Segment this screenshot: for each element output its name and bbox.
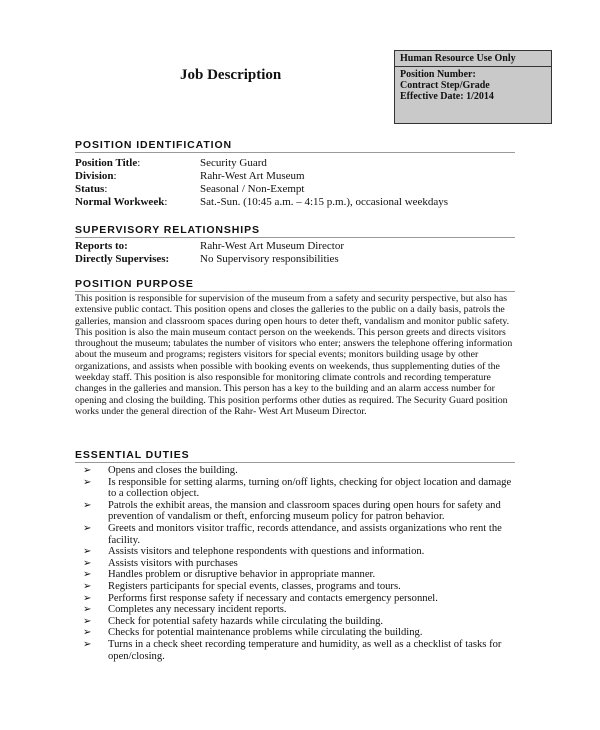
hr-effective-date: Effective Date: 1/2014 (400, 91, 494, 102)
arrow-bullet-icon: ➢ (83, 604, 92, 616)
list-item (75, 616, 520, 628)
field-row (75, 253, 515, 266)
list-item (75, 500, 520, 523)
field-label: Normal Workweek (75, 196, 165, 208)
duty-text: Check for potential safety hazards while circulating the building. (108, 615, 384, 627)
page-title: Job Description (180, 67, 282, 83)
duty-text: Is responsible for setting alarms, turning on/off lights, checking for object location and damage to a collection object. (108, 476, 512, 500)
field-label: Directly Supervises: (75, 253, 170, 265)
duty-text: Opens and closes the building. (108, 465, 238, 476)
field-label: Reports to: (75, 240, 128, 252)
arrow-bullet-icon: ➢ (83, 522, 92, 534)
arrow-bullet-icon: ➢ (83, 546, 92, 558)
duty-text: Performs first response safety if necessary and contacts emergency personnel. (108, 592, 438, 604)
duty-text: Assists visitors with purchases (108, 557, 238, 569)
field-value: Sat.-Sun. (10:45 a.m. – 4:15 p.m.), occasional weekdays (200, 196, 449, 208)
field-row (75, 196, 515, 209)
field-row (75, 157, 515, 170)
field-value: Rahr-West Art Museum (200, 170, 305, 182)
section-heading: POSITION IDENTIFICATION (75, 138, 515, 153)
list-item (75, 569, 520, 581)
field-colon: : (104, 183, 108, 195)
hr-position-number: Position Number: (400, 69, 476, 80)
supervisory-relationships-section (75, 223, 515, 266)
arrow-bullet-icon: ➢ (83, 465, 92, 476)
arrow-bullet-icon: ➢ (83, 615, 92, 627)
arrow-bullet-icon: ➢ (83, 557, 92, 569)
field-value: Security Guard (200, 157, 267, 169)
duties-list (75, 465, 520, 662)
field-value: Seasonal / Non-Exempt (200, 183, 305, 195)
duty-text: Turns in a check sheet recording temperature and humidity, as well as a checklist of tasks for open/closing. (108, 638, 502, 662)
field-label: Division (75, 170, 114, 182)
field-label: Status (75, 183, 105, 195)
field-colon: : (164, 196, 168, 208)
list-item (75, 546, 520, 558)
duty-text: Completes any necessary incident reports. (108, 604, 287, 616)
section-heading: POSITION PURPOSE (75, 277, 515, 292)
arrow-bullet-icon: ➢ (83, 627, 92, 639)
duty-text: Assists visitors and telephone respondents with questions and information. (108, 546, 425, 558)
list-item (75, 465, 520, 477)
list-item (75, 477, 520, 500)
hr-contract-step: Contract Step/Grade (400, 80, 490, 91)
list-item (75, 593, 520, 605)
duty-text: Handles problem or disruptive behavior in appropriate manner. (108, 569, 376, 581)
hr-box-header: Human Resource Use Only (395, 51, 551, 67)
duty-text: Registers participants for special events, classes, programs and tours. (108, 580, 401, 592)
field-row (75, 170, 515, 183)
list-item (75, 604, 520, 616)
field-row (75, 240, 515, 253)
arrow-bullet-icon: ➢ (83, 592, 92, 604)
duty-text: Checks for potential maintenance problems while circulating the building. (108, 627, 423, 639)
field-label: Position Title (75, 157, 138, 169)
field-colon: : (137, 157, 141, 169)
arrow-bullet-icon: ➢ (83, 569, 92, 581)
field-value: No Supervisory responsibilities (200, 253, 339, 265)
list-item (75, 627, 520, 639)
hr-use-only-box (394, 50, 552, 124)
arrow-bullet-icon: ➢ (83, 476, 92, 488)
field-colon: : (113, 170, 117, 182)
list-item (75, 639, 520, 662)
position-identification-section (75, 138, 515, 209)
field-row (75, 183, 515, 196)
purpose-paragraph: This position is responsible for supervision of the museum from a safety and security perspective, but also has extensive public contact. This position opens and closes the galleries to the public on a daily basis, patrols the galleries, mansion and classroom spaces during open hours to deter theft, vandalism and monitor public safety. This position is also the main museum contact person on the weekends. This person greets and directs visitors throughout the museum; tabulates the number of visitors who enter; answers the telephone offering information about the museum and programs; registers visitors for special events; monitors building usage by other organizations, and assists when possible with booking events on weekends, thus supplementing duties of the weekday staff. This position is also responsible for monitoring climate controls and recording temperature changes in the galleries and mansion. This person has a key to the building and an alarm access number for opening and closing the building. This position performs other duties as required. The Security Guard position works under the general direction of the Rahr- West Art Museum Director. (75, 293, 513, 417)
arrow-bullet-icon: ➢ (83, 499, 92, 511)
list-item (75, 581, 520, 593)
list-item (75, 558, 520, 570)
position-purpose-section (75, 277, 515, 417)
duty-text: Patrols the exhibit areas, the mansion and classroom spaces during open hours for safety and prevention of vandalism or theft, enforcing museum policy for patron behavior. (108, 499, 501, 523)
essential-duties-section (75, 448, 515, 662)
section-heading: SUPERVISORY RELATIONSHIPS (75, 223, 515, 238)
duty-text: Greets and monitors visitor traffic, records attendance, and assists organizations who rent the facility. (108, 522, 502, 546)
section-heading: ESSENTIAL DUTIES (75, 448, 515, 463)
field-value: Rahr-West Art Museum Director (200, 240, 344, 252)
list-item (75, 523, 520, 546)
arrow-bullet-icon: ➢ (83, 580, 92, 592)
arrow-bullet-icon: ➢ (83, 638, 92, 650)
